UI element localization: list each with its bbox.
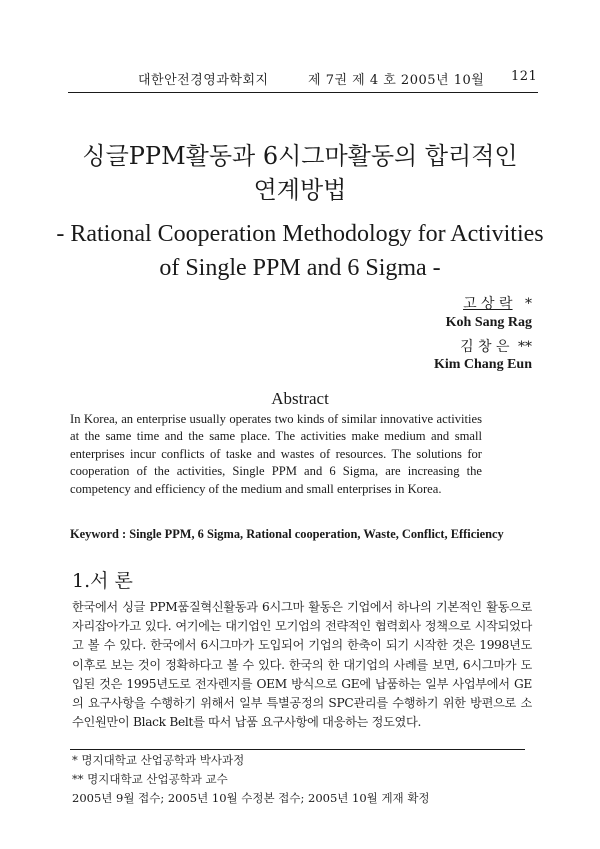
title-english-line-2: of Single PPM and 6 Sigma - — [159, 255, 441, 281]
author-1-korean — [463, 293, 532, 313]
author-1-english: Koh Sang Rag — [445, 315, 532, 330]
author-2-name: 김 창 은 — [460, 339, 510, 355]
journal-name: 대한안전경영과학회지 — [138, 73, 269, 88]
footnote-2: ** 명지대학교 산업공학과 교수 — [72, 772, 228, 786]
footnote-rule — [70, 749, 525, 750]
introduction-paragraph: 한국에서 싱글 PPM품질혁신활동과 6시그마 활동은 기업에서 하나의 기본적인 활동으로 자리잡아가고 있다. 여기에는 대기업인 모기업의 전략적인 협력회사 정책으로 시작되었다고 볼 수 있다. 한국에서 6시그마가 도입되어 기업의 한축이 되기 시작한 것은 1998년도 이후로 보는 것이 정확하다고 볼 수 있다. 한국의 한 대기업의 사례를 보면, 6시그마가 도입된 것은 1995년도로 전자렌지를 OEM 방식으로 GE에 납품하는 일부 사업부에서 GE의 요구사항을 수행하기 위해서 일부 특별공정의 SPC관리를 수행하기 위한 방편으로 소수인원만이 Black Belt를 따서 납품 요구사항에 대응하는 정도였다. — [72, 600, 532, 730]
submission-dates: 2005년 9월 접수; 2005년 10월 수정본 접수; 2005년 10월 게재 확정 — [72, 791, 430, 805]
author-2-english: Kim Chang Eun — [433, 357, 532, 372]
abstract-heading: Abstract — [271, 389, 329, 408]
author-1-mark: * — [525, 296, 532, 312]
page-number: 121 — [511, 69, 538, 84]
title-english-line-1: - Rational Cooperation Methodology for Activities — [56, 221, 544, 247]
author-2-mark: ** — [518, 339, 532, 355]
author-2-korean — [460, 336, 532, 356]
keywords: Keyword : Single PPM, 6 Sigma, Rational cooperation, Waste, Conflict, Efficiency — [70, 527, 504, 541]
footnote-1: * 명지대학교 산업공학과 박사과정 — [72, 753, 245, 767]
author-1-name: 고 상 락 — [463, 296, 513, 312]
issue-info: 제 7권 제 4 호 2005년 10월 — [308, 73, 485, 88]
header-rule — [68, 92, 538, 93]
abstract-text: In Korea, an enterprise usually operates two kinds of similar innovative activities at the same time and the same place. The activities make medium and small enterprises incur conflicts of taske and wastes of resources. The solutions for cooperation of the activities, Single PPM and 6 Sigma, are increasing the competency and efficiency of the medium and small enterprises in Korea. — [70, 412, 482, 496]
title-korean-line-2: 연계방법 — [253, 176, 347, 204]
section-heading: 1.서 론 — [72, 570, 133, 592]
title-korean-line-1: 싱글PPM활동과 6시그마활동의 합리적인 — [82, 142, 518, 170]
